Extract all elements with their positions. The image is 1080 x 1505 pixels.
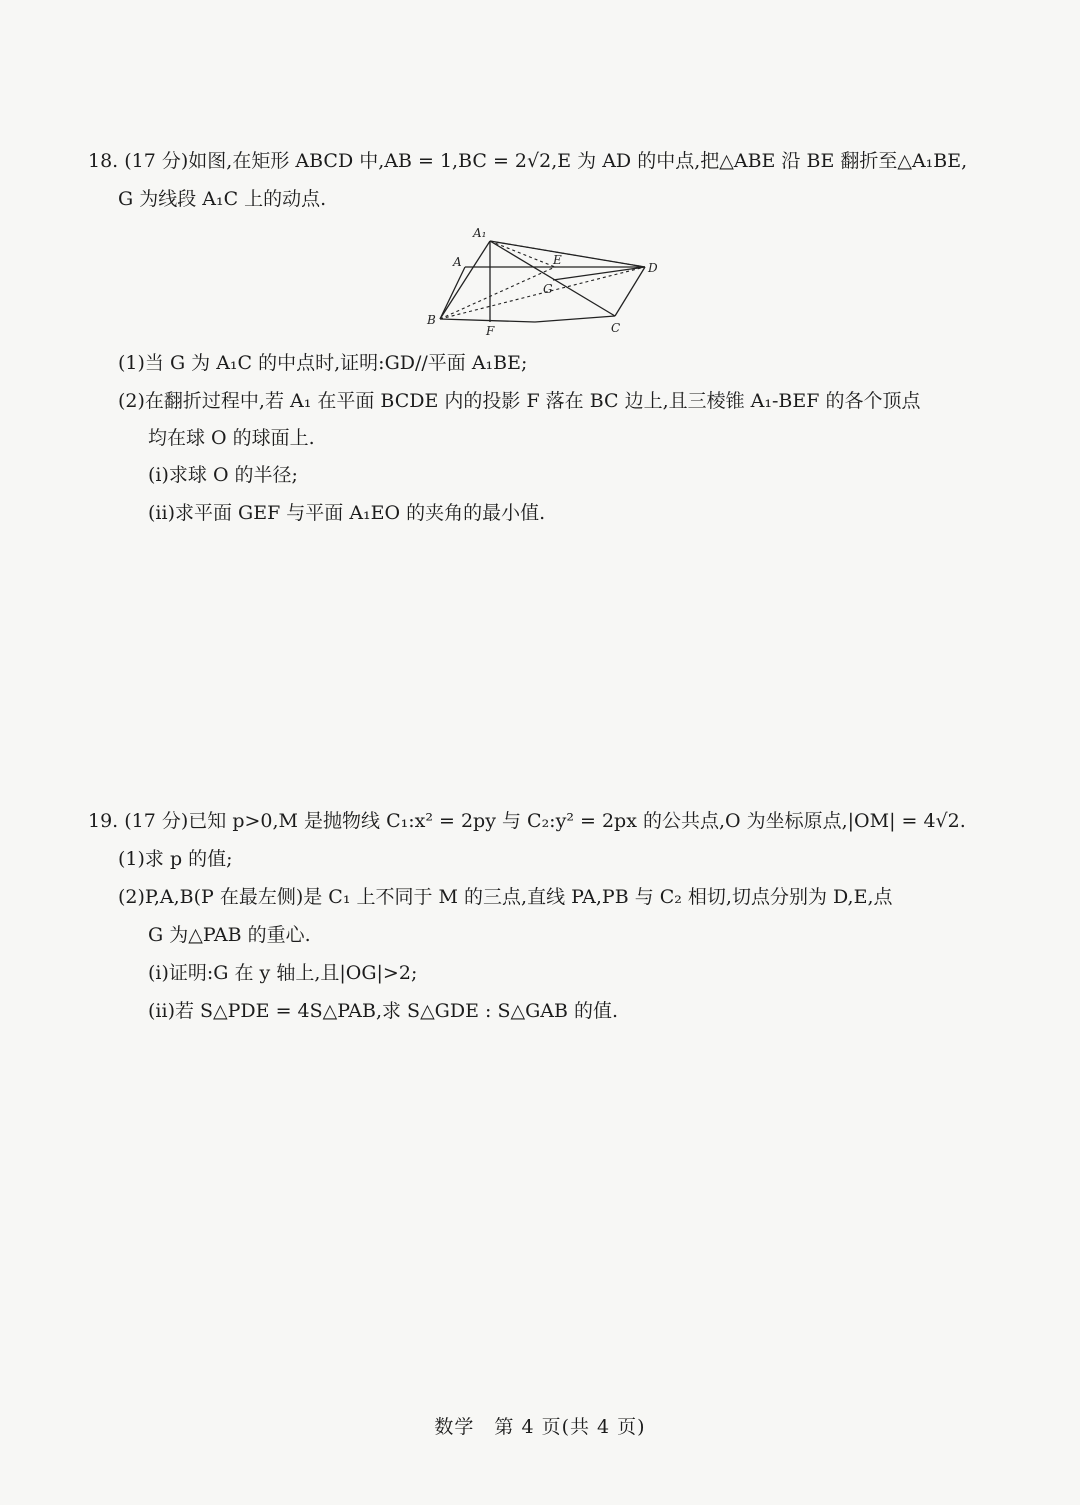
label-e: E	[553, 253, 562, 267]
page-footer: 数学 第 4 页(共 4 页)	[434, 1416, 646, 1438]
q19-part1: (1)求 p 的值;	[118, 848, 233, 870]
q19-part2-ii: (ii)若 S△PDE = 4S△PAB,求 S△GDE : S△GAB 的值.	[148, 1000, 619, 1022]
q19-part2-line1: (2)P,A,B(P 在最左侧)是 C₁ 上不同于 M 的三点,直线 PA,PB 与 C₂ 相切,切点分别为 D,E,点	[118, 886, 893, 908]
label-b: B	[427, 313, 436, 327]
q19-part2-i: (i)证明:G 在 y 轴上,且|OG|>2;	[148, 962, 418, 984]
q18-stem-line2: G 为线段 A₁C 上的动点.	[118, 188, 327, 210]
q18-part2-line1: (2)在翻折过程中,若 A₁ 在平面 BCDE 内的投影 F 落在 BC 边上,且三棱锥 A₁-BEF 的各个顶点	[118, 390, 921, 412]
q19-stem: 19. (17 分)已知 p>0,M 是抛物线 C₁:x² = 2py 与 C₂:y² = 2px 的公共点,O 为坐标原点,|OM| = 4√2.	[88, 810, 966, 832]
q18-part2-i: (i)求球 O 的半径;	[148, 464, 298, 486]
label-a: A	[453, 255, 462, 269]
label-a1: A₁	[473, 226, 487, 240]
label-g: G	[543, 282, 553, 296]
label-d: D	[648, 261, 658, 275]
edge-a-b	[440, 267, 465, 319]
q18-part2-ii: (ii)求平面 GEF 与平面 A₁EO 的夹角的最小值.	[148, 502, 546, 524]
folded-rectangle-diagram	[415, 222, 675, 340]
q18-part2-line2: 均在球 O 的球面上.	[148, 427, 315, 449]
q19-part2-line2: G 为△PAB 的重心.	[148, 924, 311, 946]
q18-part1: (1)当 G 为 A₁C 的中点时,证明:GD//平面 A₁BE;	[118, 352, 528, 374]
edge-g-d	[553, 267, 645, 280]
edge-b-a1	[440, 241, 490, 319]
q18-stem-line1: 18. (17 分)如图,在矩形 ABCD 中,AB = 1,BC = 2√2,E 为 AD 的中点,把△ABE 沿 BE 翻折至△A₁BE,	[88, 150, 968, 172]
label-c: C	[611, 321, 621, 335]
edge-c-d	[615, 267, 645, 316]
edge-b-f	[440, 319, 535, 322]
geometry-figure	[415, 222, 675, 340]
dashed-a1-e	[490, 241, 555, 267]
label-f: F	[486, 324, 495, 338]
edge-f-c	[535, 316, 615, 322]
